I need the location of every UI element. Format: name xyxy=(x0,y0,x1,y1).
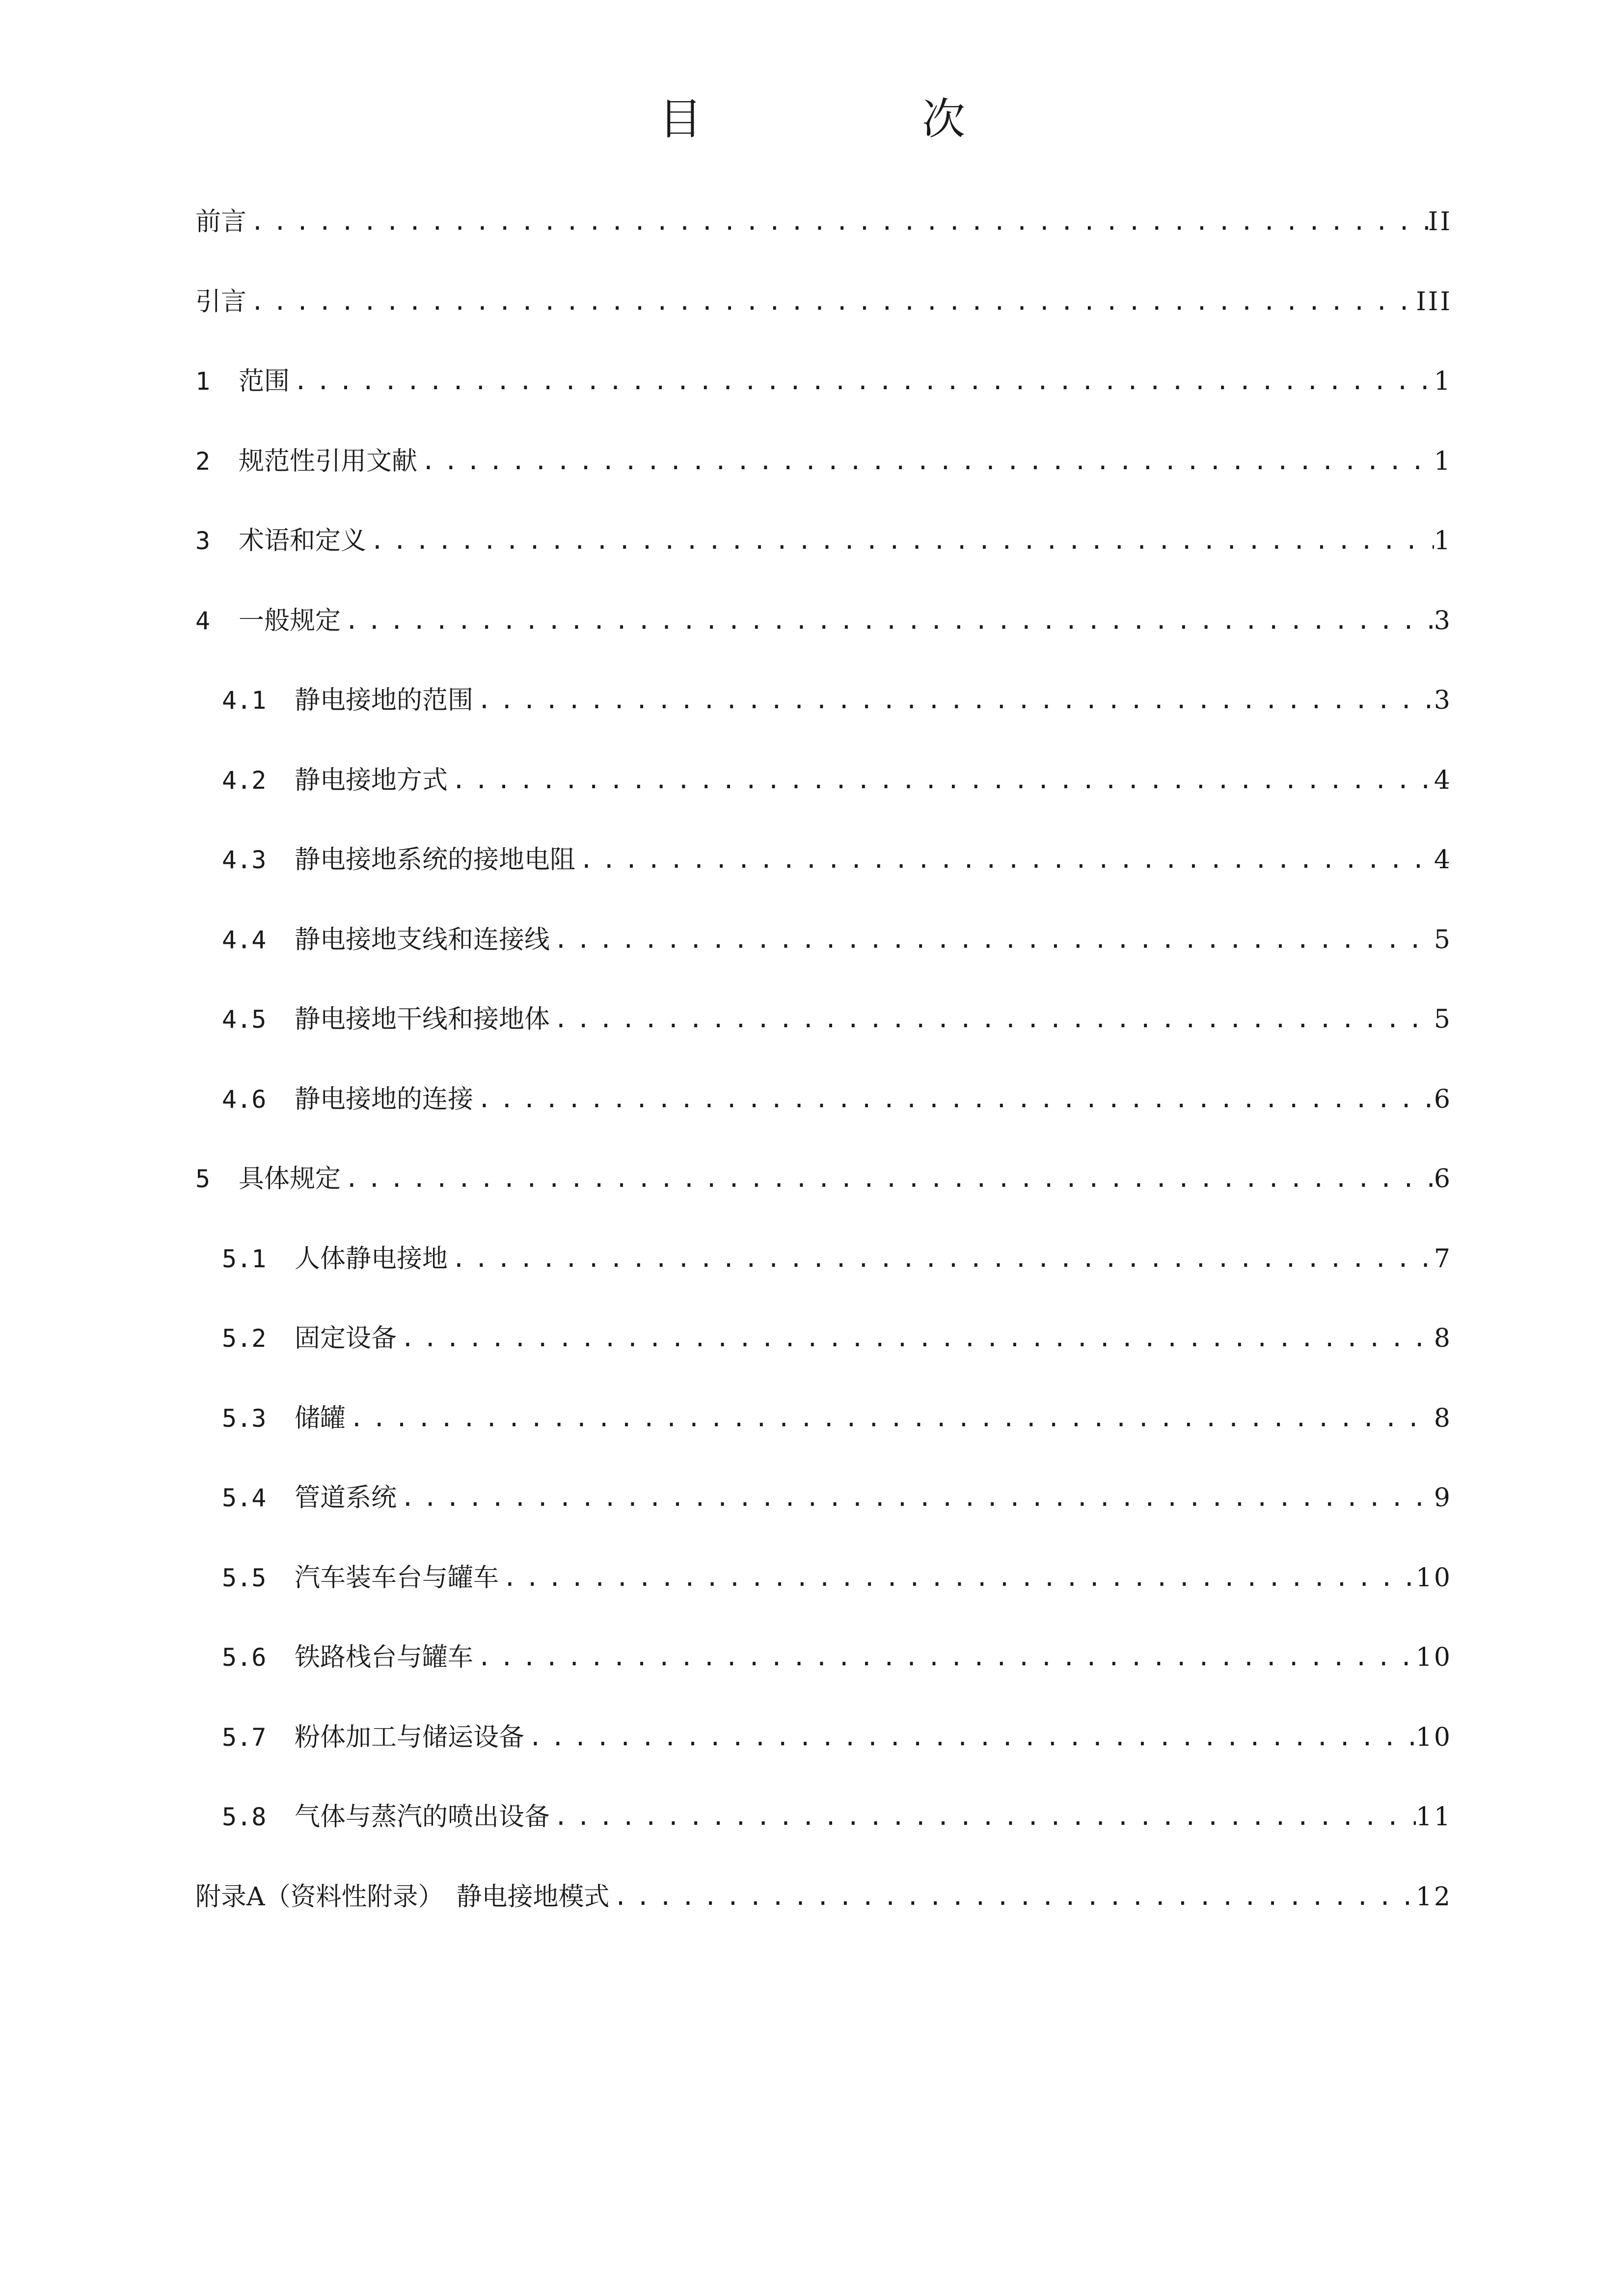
toc-dot-leader xyxy=(524,1718,1416,1757)
toc-entry-number: 4.1 xyxy=(222,686,267,715)
toc-entry[interactable] xyxy=(222,681,1452,720)
toc-entry-number: 4.6 xyxy=(222,1085,267,1114)
toc-entry[interactable] xyxy=(222,840,1452,880)
toc-entry[interactable] xyxy=(195,202,1452,241)
toc-entry-page-number: 8 xyxy=(1434,1324,1452,1353)
toc-dot-leader xyxy=(473,1638,1416,1677)
toc-entry-label: 储罐 xyxy=(295,1404,346,1433)
toc-entry-number: 4.3 xyxy=(222,846,267,874)
toc-entry-number: 4 xyxy=(195,607,211,635)
toc-entry-page-number: 12 xyxy=(1415,1882,1452,1912)
toc-dot-leader xyxy=(246,202,1428,241)
toc-entry-number: 3 xyxy=(195,527,211,555)
toc-entry-label: 粉体加工与储运设备 xyxy=(295,1723,525,1752)
toc-dot-leader xyxy=(341,1159,1434,1199)
toc-entry-label: 气体与蒸汽的喷出设备 xyxy=(295,1802,550,1832)
toc-entry[interactable] xyxy=(222,1718,1452,1757)
toc-entry-label: 术语和定义 xyxy=(239,526,367,556)
toc-entry[interactable] xyxy=(222,1478,1452,1518)
toc-entry-page-number: 4 xyxy=(1434,845,1452,875)
toc-dot-leader xyxy=(290,362,1434,401)
toc-entry-number: 4.5 xyxy=(222,1005,267,1034)
toc-entry-label: 前言 xyxy=(195,207,247,237)
toc-entry[interactable] xyxy=(222,1797,1452,1837)
toc-entry[interactable] xyxy=(222,920,1452,960)
toc-entry-page-number: 11 xyxy=(1415,1802,1452,1832)
toc-entry-number: 5.7 xyxy=(222,1723,267,1752)
toc-entry-number: 5.2 xyxy=(222,1324,267,1353)
page-title: 目 次 xyxy=(658,94,1054,144)
toc-entry-label: 一般规定 xyxy=(239,606,341,636)
toc-entry-label: 管道系统 xyxy=(295,1483,397,1513)
toc-dot-leader xyxy=(448,1239,1434,1279)
toc-dot-leader xyxy=(499,1558,1416,1598)
toc-entry[interactable] xyxy=(222,1399,1452,1438)
toc-entry-label: 具体规定 xyxy=(239,1164,341,1194)
toc-entry-number: 2 xyxy=(195,447,211,476)
toc-dot-leader xyxy=(550,1000,1434,1039)
toc-dot-leader xyxy=(473,1080,1434,1119)
toc-entry-label: 静电接地系统的接地电阻 xyxy=(295,845,576,875)
toc-entry[interactable] xyxy=(195,282,1452,321)
toc-entry-label: 范围 xyxy=(239,367,290,396)
toc-entry-page-number: III xyxy=(1416,287,1452,317)
toc-entry-page-number: 1 xyxy=(1434,526,1452,556)
toc-entry[interactable] xyxy=(195,1159,1452,1199)
toc-entry-page-number: 10 xyxy=(1415,1643,1452,1672)
toc-entry-page-number: 9 xyxy=(1434,1483,1452,1513)
toc-entry[interactable] xyxy=(195,1877,1452,1917)
toc-entry-page-number: 5 xyxy=(1434,1005,1452,1034)
toc-entry-number: 5.1 xyxy=(222,1245,267,1273)
toc-entry-page-number: 6 xyxy=(1434,1164,1452,1194)
toc-entry-label: 引言 xyxy=(195,287,247,317)
toc-entry-page-number: 5 xyxy=(1434,925,1452,955)
toc-entry-number: 4.2 xyxy=(222,766,267,795)
toc-entry-number: 5.6 xyxy=(222,1643,267,1672)
toc-dot-leader xyxy=(575,840,1434,880)
toc-entry[interactable] xyxy=(222,1319,1452,1358)
toc-entry[interactable] xyxy=(222,761,1452,800)
toc-dot-leader xyxy=(397,1319,1434,1358)
toc-dot-leader xyxy=(366,521,1434,561)
toc-entry-number: 5 xyxy=(195,1165,211,1193)
toc-entry-page-number: 10 xyxy=(1415,1563,1452,1593)
toc-entry-label: 静电接地的范围 xyxy=(295,686,474,715)
toc-entry-number: 5.5 xyxy=(222,1564,267,1592)
toc-dot-leader xyxy=(448,761,1434,800)
toc-entry-page-number: 10 xyxy=(1415,1723,1452,1752)
toc-entry[interactable] xyxy=(195,601,1452,641)
toc-entry-number: 1 xyxy=(195,367,211,396)
toc-entry-page-number: 1 xyxy=(1434,367,1452,396)
toc-entry-page-number: 3 xyxy=(1434,606,1452,636)
toc-entry-label: 汽车装车台与罐车 xyxy=(295,1563,499,1593)
toc-entry-label: 固定设备 xyxy=(295,1324,397,1353)
toc-entry-page-number: 3 xyxy=(1434,686,1452,715)
toc-entry-label: 铁路栈台与罐车 xyxy=(295,1643,474,1672)
toc-entry-number: 5.8 xyxy=(222,1803,267,1831)
toc-entry[interactable] xyxy=(222,1558,1452,1598)
toc-entry-label: 静电接地的连接 xyxy=(295,1085,474,1114)
toc-dot-leader xyxy=(550,920,1434,960)
toc-dot-leader xyxy=(550,1797,1416,1837)
toc-entry-number: 4.4 xyxy=(222,926,267,954)
toc-dot-leader xyxy=(246,282,1416,321)
toc-entry-label: 静电接地方式 xyxy=(295,766,448,795)
toc-entry-label: 人体静电接地 xyxy=(295,1244,448,1274)
toc-dot-leader xyxy=(397,1478,1434,1518)
toc-entry-page-number: II xyxy=(1428,207,1452,237)
toc-entry-number: 5.4 xyxy=(222,1484,267,1512)
toc-dot-leader xyxy=(346,1399,1434,1438)
toc-entry-page-number: 1 xyxy=(1434,447,1452,476)
toc-entry[interactable] xyxy=(222,1000,1452,1039)
toc-dot-leader xyxy=(610,1877,1416,1917)
toc-dot-leader xyxy=(473,681,1434,720)
toc-entry-page-number: 4 xyxy=(1434,766,1452,795)
toc-entry-page-number: 6 xyxy=(1434,1085,1452,1114)
toc-entry[interactable] xyxy=(195,442,1452,481)
toc-entry[interactable] xyxy=(195,521,1452,561)
toc-entry-number: 5.3 xyxy=(222,1404,267,1433)
toc-entry-page-number: 7 xyxy=(1434,1244,1452,1274)
toc-entry-label: 静电接地支线和连接线 xyxy=(295,925,550,955)
toc-entry-label: 规范性引用文献 xyxy=(239,447,418,476)
toc-entry-page-number: 8 xyxy=(1434,1404,1452,1433)
toc-entry[interactable] xyxy=(222,1239,1452,1279)
toc-entry-label: 附录A（资料性附录） 静电接地模式 xyxy=(195,1882,610,1912)
toc-entry[interactable] xyxy=(195,362,1452,401)
toc-entry-label: 静电接地干线和接地体 xyxy=(295,1005,550,1034)
toc-entry[interactable] xyxy=(222,1638,1452,1677)
toc-dot-leader xyxy=(341,601,1434,641)
toc-dot-leader xyxy=(417,442,1434,481)
toc-entry[interactable] xyxy=(222,1080,1452,1119)
